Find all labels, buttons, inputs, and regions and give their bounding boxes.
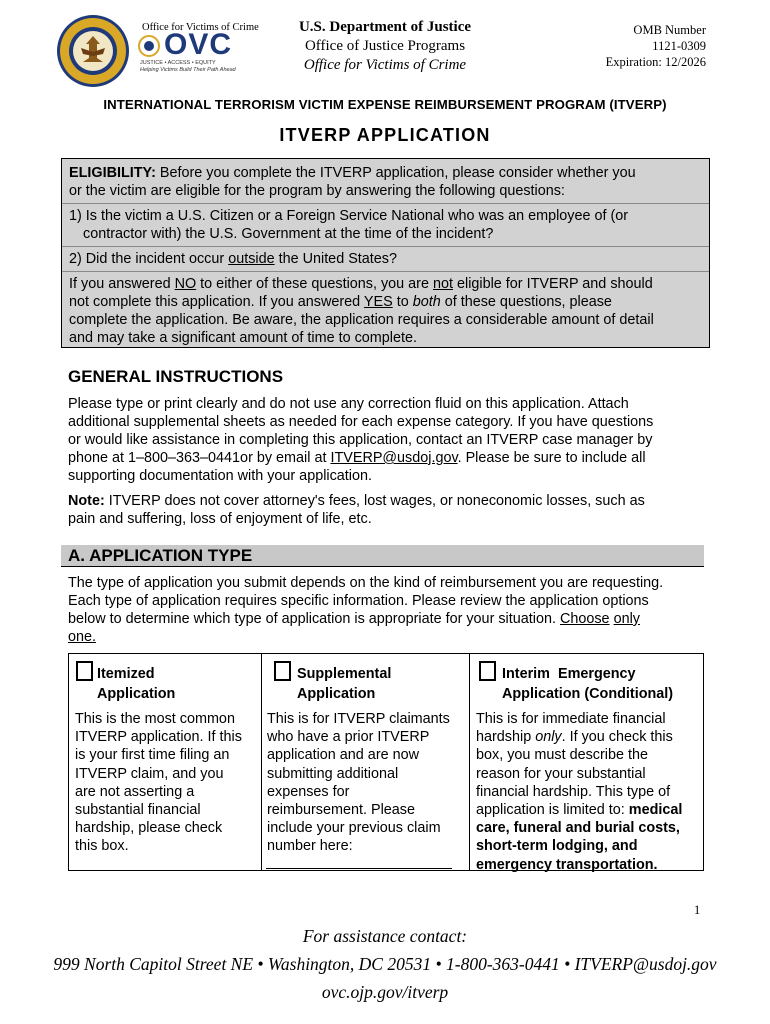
omb-expiration: Expiration: 12/2026 — [605, 55, 706, 69]
instructions-line: or would like assistance in completing this application, contact an ITVERP case manager by — [68, 432, 653, 448]
n1-text-3: eligible for ITVERP and should — [453, 276, 653, 292]
supplemental-application-description — [267, 710, 450, 856]
q2-text-end: the United States? — [274, 251, 397, 267]
desc-line: number here: — [267, 838, 353, 855]
n2-both: both — [412, 294, 441, 310]
note-text: ITVERP does not cover attorney's fees, lost wages, or noneconomic losses, such as — [104, 493, 645, 509]
q2-outside: outside — [228, 251, 275, 267]
n1-text: If you answered — [69, 276, 175, 292]
note-label: Note: — [68, 493, 105, 509]
n2-text: not complete this application. If you answered — [69, 294, 364, 310]
desc-text: . If you check this — [561, 729, 673, 746]
desc-text: hardship — [476, 729, 536, 746]
n1-text-2: to either of these questions, you are — [196, 276, 433, 292]
eligibility-note-line3: complete the application. Be aware, the application requires a considerable amount of detail — [69, 312, 654, 328]
ovc-logo — [138, 22, 259, 78]
supplemental-heading-1: Supplemental — [297, 666, 392, 682]
previous-claim-number-field[interactable] — [266, 868, 452, 869]
omb-number: 1121-0309 — [652, 39, 706, 53]
eligibility-intro-line2: or the victim are eligible for the program by answering the following questions: — [69, 183, 565, 199]
interim-emergency-application-heading — [502, 664, 673, 704]
desc-line: financial hardship. This type of — [476, 783, 671, 800]
divider — [62, 203, 709, 204]
instructions-line: Please type or print clearly and do not use any correction fluid on this application. Attach — [68, 396, 629, 412]
eligibility-box — [61, 158, 710, 348]
desc-line: emergency transportation. — [476, 856, 658, 873]
interim-heading-1: Interim Emergency — [502, 666, 636, 682]
desc-line: box, you must describe the — [476, 747, 648, 764]
desc-line: who have a prior ITVERP — [267, 729, 430, 746]
desc-line: short-term lodging, and — [476, 838, 638, 855]
desc-line — [476, 801, 682, 819]
column-divider — [261, 654, 262, 870]
desc-line: ITVERP claim, and you — [75, 765, 224, 782]
itemized-application-description — [75, 710, 242, 856]
section-a-text — [68, 610, 708, 628]
desc-line: This is for immediate financial — [476, 711, 666, 727]
divider — [62, 271, 709, 272]
desc-line: care, funeral and burial costs, — [476, 820, 680, 837]
section-a-text-part: below to determine which type of application is appropriate for your situation. — [68, 611, 560, 627]
instructions-line: additional supplemental sheets as needed for each expense category. If you have questions — [68, 414, 654, 430]
ovc-logo-title: Office for Victims of Crime — [142, 22, 259, 33]
desc-line: This is for ITVERP claimants — [267, 711, 450, 727]
desc-line — [476, 728, 682, 746]
instructions-phone-text: phone at 1–800–363–0441or by email at — [68, 450, 331, 466]
q2-text: 2) Did the incident occur — [69, 251, 229, 267]
section-a-text — [68, 628, 708, 646]
n2-text-2: to — [392, 294, 413, 310]
omb-info — [560, 22, 706, 70]
column-divider — [469, 654, 470, 870]
itverp-email-link[interactable]: ITVERP@usdoj.gov — [330, 450, 458, 466]
footer-assistance: For assistance contact: — [302, 926, 468, 946]
doj-seal-logo — [56, 14, 130, 88]
desc-line: application and are now — [267, 747, 420, 764]
interim-emergency-application-checkbox[interactable] — [479, 661, 496, 681]
interim-emergency-application-description — [476, 710, 682, 874]
itemized-heading-2: Application — [97, 686, 176, 702]
n2-yes: YES — [363, 294, 393, 310]
ovc-logo-letters: OVC — [164, 28, 233, 61]
desc-line: include your previous claim — [267, 820, 441, 837]
desc-line: submitting additional — [267, 765, 399, 782]
sub-office-name: Office for Victims of Crime — [303, 57, 467, 73]
dept-name: U.S. Department of Justice — [298, 19, 472, 35]
section-a-rule — [61, 566, 704, 567]
one-word: one. — [68, 629, 97, 645]
instructions-text: . Please be sure to include all — [457, 450, 646, 466]
only-word: only — [613, 611, 640, 627]
footer-address: 999 North Capitol Street NE • Washington, DC 20531 • 1-800-363-0441 • ITVERP@usdoj.gov — [53, 954, 717, 974]
desc-line: this box. — [75, 838, 129, 855]
eligibility-note-line4: and may take a significant amount of time to complete. — [69, 330, 417, 346]
note-line — [68, 492, 708, 510]
n1-not: not — [432, 276, 453, 292]
desc-line: expenses for — [267, 783, 350, 800]
ovc-logo-tagline: JUSTICE • ACCESS • EQUITY — [140, 60, 216, 66]
note-line: pain and suffering, loss of enjoyment of life, etc. — [68, 511, 372, 527]
desc-line: hardship, please check — [75, 820, 223, 837]
desc-line: is your first time filing an — [75, 747, 230, 764]
ovc-sun-icon — [138, 35, 160, 57]
general-instructions-title: GENERAL INSTRUCTIONS — [68, 367, 284, 386]
itemized-application-heading — [97, 664, 175, 704]
eligibility-note-line2 — [69, 293, 612, 311]
desc-line: This is the most common — [75, 711, 235, 727]
desc-bold: medical — [628, 802, 683, 819]
n1-no: NO — [174, 276, 197, 292]
desc-line: ITVERP application. If this — [75, 729, 242, 746]
n2-text-3: of these questions, please — [440, 294, 612, 310]
eligibility-question-2 — [69, 250, 397, 268]
eligibility-label: ELIGIBILITY: — [69, 165, 156, 181]
footer-website-link[interactable]: ovc.ojp.gov/itverp — [321, 982, 449, 1002]
eligibility-intro-text: Before you complete the ITVERP application, please consider whether you — [155, 165, 636, 181]
itemized-heading-1: Itemized — [97, 666, 155, 682]
desc-line: reimbursement. Please — [267, 802, 415, 819]
section-a-title: A. APPLICATION TYPE — [68, 546, 253, 565]
section-a-text: The type of application you submit depends on the kind of reimbursement you are requesting. — [68, 575, 664, 591]
itemized-application-checkbox[interactable] — [76, 661, 93, 681]
omb-label: OMB Number — [633, 23, 706, 37]
agency-block — [280, 18, 490, 75]
choose-word: Choose — [559, 611, 610, 627]
desc-line: substantial financial — [75, 802, 201, 819]
divider — [62, 246, 709, 247]
supplemental-heading-2: Application — [297, 686, 376, 702]
desc-line: reason for your substantial — [476, 765, 646, 782]
application-type-table — [68, 653, 704, 871]
interim-heading-2: Application (Conditional) — [502, 686, 674, 702]
desc-only: only — [535, 729, 562, 746]
supplemental-application-checkbox[interactable] — [274, 661, 291, 681]
instructions-line — [68, 449, 708, 467]
desc-line: are not asserting a — [75, 783, 195, 800]
program-title: INTERNATIONAL TERRORISM VICTIM EXPENSE REIMBURSEMENT PROGRAM (ITVERP) — [103, 97, 667, 112]
eligibility-question-1: 1) Is the victim a U.S. Citizen or a Foreign Service National who was an employee of (or — [69, 208, 629, 224]
eligibility-question-1-cont: contractor with) the U.S. Government at the time of the incident? — [83, 226, 494, 242]
desc-text: application is limited to: — [476, 802, 629, 819]
supplemental-application-heading — [297, 664, 391, 704]
application-title: ITVERP APPLICATION — [279, 125, 491, 145]
page-number: 1 — [694, 903, 701, 917]
section-a-text: Each type of application requires specific information. Please review the application options — [68, 593, 649, 609]
instructions-line: supporting documentation with your application. — [68, 468, 372, 484]
eligibility-note-line1 — [69, 275, 653, 293]
office-name: Office of Justice Programs — [304, 38, 466, 54]
eligibility-intro — [69, 164, 636, 182]
ovc-logo-tagline-2: Helping Victims Build Their Path Ahead — [140, 67, 236, 73]
